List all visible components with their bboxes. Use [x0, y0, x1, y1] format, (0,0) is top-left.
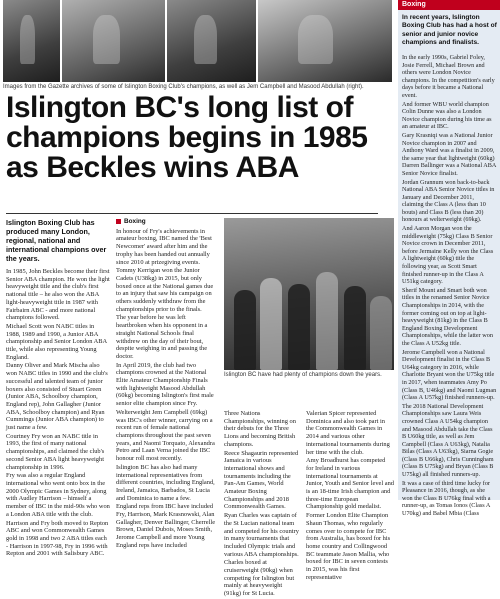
photo-strip	[3, 0, 392, 82]
archive-photo-1	[3, 0, 60, 82]
paragraph: Valerian Spicer represented Dominica and also took part in the Commonwealth Games in 2014 and various other international tournaments during her time with the club.	[306, 410, 390, 456]
photo-strip-caption: Images from the Gazette archives of some of Islington Boxing Club's champions, as well as Jem Campbell and Masood Abdullah (right).	[3, 84, 364, 90]
boxout-body	[402, 54, 497, 519]
paragraph: Amy Broadhurst has competed for Ireland in various international tournaments at Junior, Youth and Senior level and is an 18-time Irish champion and three-time European Championship gold medalist.	[306, 457, 394, 511]
paragraph: Reece Shagaurin represented Jamaica in various international shows and tournaments including the Pan-Am Games, World Amateur Boxing Championships and 2018 Commonwealth Games.	[224, 449, 299, 511]
paragraph: Former London Elite Champion Shaun Thomas, who regularly comes over to compete for IBC from Australia, has boxed for his home country and Collingwood BC teammate Jason Mallia, who boxed for IBC in seven contests in 2015, was his first representative	[306, 512, 391, 581]
boxer-figure	[344, 286, 366, 370]
archive-photo-2	[62, 0, 165, 82]
paragraph: Jordan Grannum won back-to-back National ABA Senior Novice titles in January and December 2011, claiming the Class A (less than 10 bouts) and Class B (less than 20) honours at welterweight (69kg).	[402, 178, 495, 224]
boxer-figure	[288, 284, 310, 370]
paragraph: It was a case of third time lucky for Pleasance in 2016, though, as she won the Class B U76kg final with a runner-up, as Tomas Ionos (Class A U70kg) and Babel Mbia (Class	[402, 479, 491, 518]
paragraph: In April 2019, the club had two champions crowned at the National Elite Amateur Championship Finals with lightweight Masood Abdullah (60kg) becoming Islington's first male senior elite champion since Fry.	[116, 361, 214, 408]
boxer-figure	[316, 272, 338, 370]
paragraph: And Aaron Morgan won the middleweight (75kg) Class B Senior Novice crown in December 2011, before Jermaine Kelly won the Class A lightweight (60kg) title the following year, as Scott Smart finished runner-up in the Class A U51kg category.	[402, 225, 494, 286]
boxout-standfirst: In recent years, Islington Boxing Club has had a host of senior and junior novice champions and finalists.	[402, 14, 497, 47]
boxer-figure	[260, 278, 282, 370]
paragraph: England reps from IBC have included Fry, Harrison, Mark Krasnowski, Alan Gallagher, Denver Ballinger, Cherrelle Brown, Daniel Dubois, Moses Smith, Jerome Campbell and more Young England reps have included	[116, 503, 216, 549]
article-column-4	[306, 410, 394, 582]
paragraph: Harrison and Fry both moved to Repton ABC and won Commonwealth Games gold in 1998 and two 2 ABA titles each - Harrison in 1997-98, Fry in 1996 with Repton and 2001 with Salisbury ABC.	[6, 519, 109, 558]
boxer-figure	[370, 296, 392, 370]
paragraph: Ryan Charles was captain of the St Lucian national team and competed for his country in many tournaments that included Olympic trials and various ABA championships.	[224, 512, 299, 558]
paragraph: In the early 1990s, Gabriel Foley, Josie Ferrell, Michael Brown and others were London Novice champions. In the competition's early days before it became a National event.	[402, 54, 495, 99]
paragraph: The year before he was left heartbroken when his opponent in a straight National Schools final withdrew on the day of their bout, despite weighing in and passing the doctor.	[116, 314, 208, 360]
paragraph: Gary Krasniqi was a National Junior Novice champion in 2007 and Anthony Ward was a finalist in 2009, the same year that lightweight (60kg) Darren Ballinger was a National ABA Senior Novice finalist.	[402, 131, 496, 177]
boxer-figure	[234, 290, 256, 370]
paragraph: In honour of Fry's achievements in amateur boxing, IBC named the 'Best Newcomer' award after him and the trophy has been handed out annually since 2010 at prizegiving events.	[116, 227, 212, 266]
team-photo	[224, 218, 394, 370]
boxout-panel	[398, 0, 500, 518]
paragraph: Charles boxed at cruiserweight (90kg) when competing for Islington but mainly at heavyweight (91kg) for St Lucia.	[224, 559, 295, 598]
paragraph: Michael Scott won NABC titles in 1988, 1989 and 1990, a Junior ABA championship and Senior London ABA title, while also representing Young England.	[6, 322, 107, 361]
article-column-3	[224, 410, 300, 599]
paragraph: In 1985, John Beckles become their first Senior ABA champion. He won the light heavyweight title and the club's first national title – he also won the ABA light-heavyweight title in 1987 with Fairbairn ABC - and more national champions followed.	[6, 268, 110, 322]
archive-photo-4	[258, 0, 392, 82]
boxout-section-label: Boxing	[402, 1, 426, 8]
headline-rule	[6, 213, 378, 214]
section-tag-label: Boxing	[124, 218, 146, 225]
paragraph: Tommy Kerrigan won the Junior Cadets (U38kg) in 2015, but only boxed once at the National games due to an injury that saw his campaign on others suddenly withdraw from the championships prior to the finals.	[116, 267, 214, 313]
paragraph: Danny Oliver and Mark Mischa also won NABC titles in 1990 and the club's successful and talented team of junior boxers also consisted of Stuart Green (Junior ABA, Schoolboy champion, England rep), John Gallagher (Junior ABA, Schoolboy champion) and Ryan Cummings (Junior ABA champion) to just name a few.	[6, 362, 108, 432]
team-photo-caption: Islington BC have had plenty of champions down the years.	[224, 372, 382, 378]
paragraph: Three Nations Championships, winning on their debuts for the Three Lions and becoming British champions.	[224, 410, 296, 448]
boxout-section-tag	[398, 0, 500, 10]
article-column-2	[116, 218, 217, 551]
paragraph: Courtney Fry won an NABC title in 1993, the first of many national championships, and claimed the club's second Senior ABA light heavyweight championship in 1996.	[6, 432, 105, 471]
section-tag	[116, 218, 146, 226]
article-standfirst: Islington Boxing Club has produced many London, regional, national and international champions over the years.	[6, 218, 107, 263]
article-column-1	[6, 268, 110, 559]
paragraph: Islington BC has also had many international representatives from different countries, including England, Ireland, Jamaica, Barbados, St Lucia and Dominica to name a few.	[116, 463, 215, 502]
section-square-icon	[116, 219, 121, 224]
paragraph: Fry was also a regular England international who went onto box in the 2000 Olympic Games in Sydney, along with Audley Harrison – himself a member of IBC in the mid-90s who won a London ABA title with the club.	[6, 472, 110, 518]
paragraph: Sherif Mount and Smart both won titles in the renamed Senior Novice Championships in 2014, with the former coming out on top at light-heavyweight (81kg) in the Class B England Boxing Development Championships, while the latter won the Class A U52kg title.	[402, 286, 493, 347]
paragraph: And former WBU world champion Colin Dunne was also a London Novice champion during his time as an amateur at IBC.	[402, 100, 492, 131]
paragraph: The 2018 National Development Championships saw Laura Weis crowned Class A U54kg champion and Masood Abdullah take the Class B U60kg title, as well as Jem Campbell (Class A U63kg), Natalia Bilas (Class A U63kg), Siarna Gogie (Class B U66kg), Chris Cunningham (Class B U75kg) and Bryan (Class B U75kg) all finished runners-up.	[402, 402, 494, 479]
paragraph: Jerome Campbell won a National Development finalist in the Class B U64kg category in 2016, while Charlotte Bryant won the U75kg title in 2017, when teammates Amy Po (Class B, U46kg) and Naomi Lugman (Class A U57kg) finished runners-up.	[402, 348, 497, 402]
paragraph: Welterweight Jem Campbell (69kg) was IBC's other winner, carrying on a recent run of female national champions throughout the past seven years, and Naomi Torquato, Alexandra Petro and Laan Verna joined the IBC honour roll most recently.	[116, 408, 215, 463]
article-headline: Islington BC's long list of champions begins in 1985 as Beckles wins ABA	[6, 91, 368, 184]
archive-photo-3	[167, 0, 256, 82]
